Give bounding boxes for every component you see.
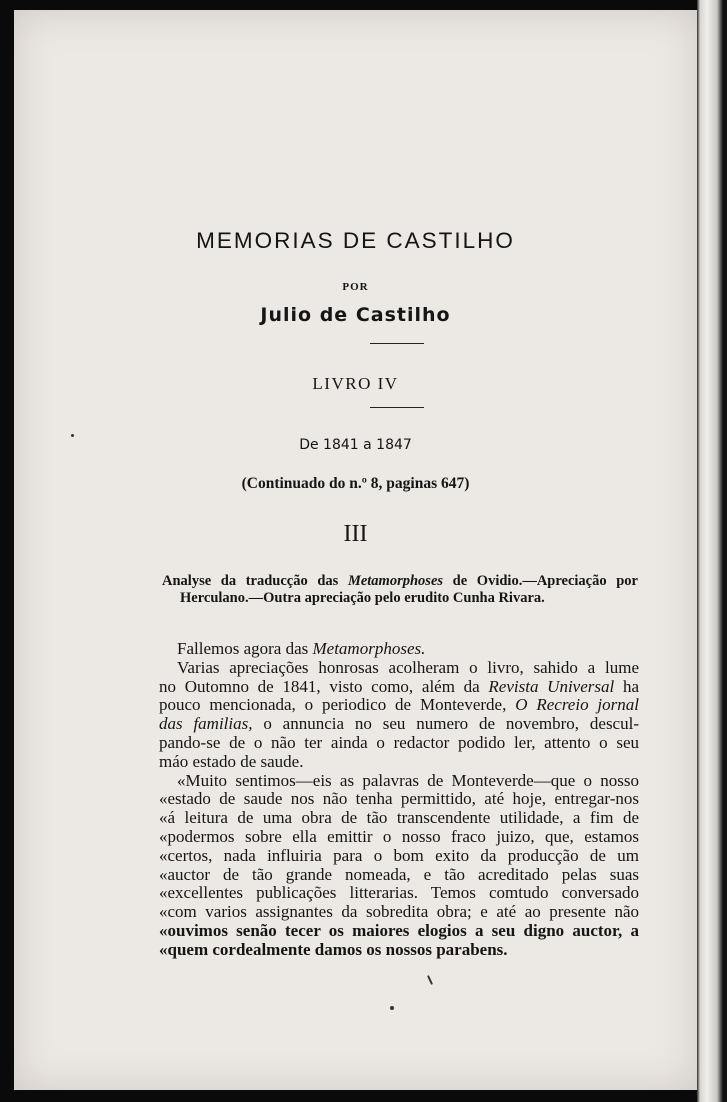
page-edge [697,0,727,1102]
author-name: Julio de Castilho [260,304,451,326]
body-line: «podermos sobre ella emittir o nosso fraco juizo, que, estamos [159,826,639,846]
byline-por: POR [342,281,369,293]
body-line: no Outomno de 1841, visto como, além da Revista Universal ha [159,676,639,696]
continued-note: (Continuado do n.º 8, paginas 647) [241,475,470,492]
body-line: «Muito sentimos—eis as palavras de Monteverde—que o nosso [177,770,639,790]
body-line: Fallemos agora das Metamorphoses. [177,639,426,658]
body-line: «certos, nada influiria para o bom exito da producção de um [159,845,639,865]
body-line: «auctor de tão grande nomeada, e tão acreditado pelas suas [159,864,639,884]
divider-rule-2 [370,407,424,408]
body-line: Varias apreciações honrosas acolheram o livro, sahido a lume [177,657,639,677]
paper-speck [71,434,74,437]
body-line: «estado de saude nos não tenha permittido, até hoje, entregar-nos [159,789,639,809]
body-line: «ouvimos senão tecer os maiores elogios a seu digno auctor, a [159,920,639,940]
chapter-number: III [343,521,368,547]
page-title: MEMORIAS DE CASTILHO [196,228,515,253]
body-line: «excellentes publicações litterarias. Temos comtudo conversado [159,883,639,903]
chapter-summary [162,573,638,607]
body-line: «quem cordealmente damos os nossos parabens. [159,939,508,959]
body-line: pando-se de o não ter ainda o redactor podido ler, attento o seu [159,732,639,752]
paper-speck [390,1006,394,1010]
summary-line-2: Herculano.—Outra apreciação pelo erudito Cunha Rivara. [180,590,545,606]
date-range: De 1841 a 1847 [299,437,412,453]
divider-rule-1 [370,343,424,344]
body-line: «á leitura de uma obra de tão transcendente utilidade, a fim de [159,808,639,828]
book-number: LIVRO IV [312,374,399,393]
body-line: pouco mencionada, o periodico de Monteverde, O Recreio jornal [159,695,639,715]
summary-line-1: Analyse da traducção das Metamorphoses de Ovidio.—Apreciação por [162,573,638,589]
body-line: «com varios assignantes da sobredita obra; e até ao presente não [159,902,639,922]
body-paragraphs [159,640,639,960]
body-line: das familias, o annuncia no seu numero de novembro, descul- [159,714,639,734]
body-line: máo estado de saude. [159,751,304,771]
